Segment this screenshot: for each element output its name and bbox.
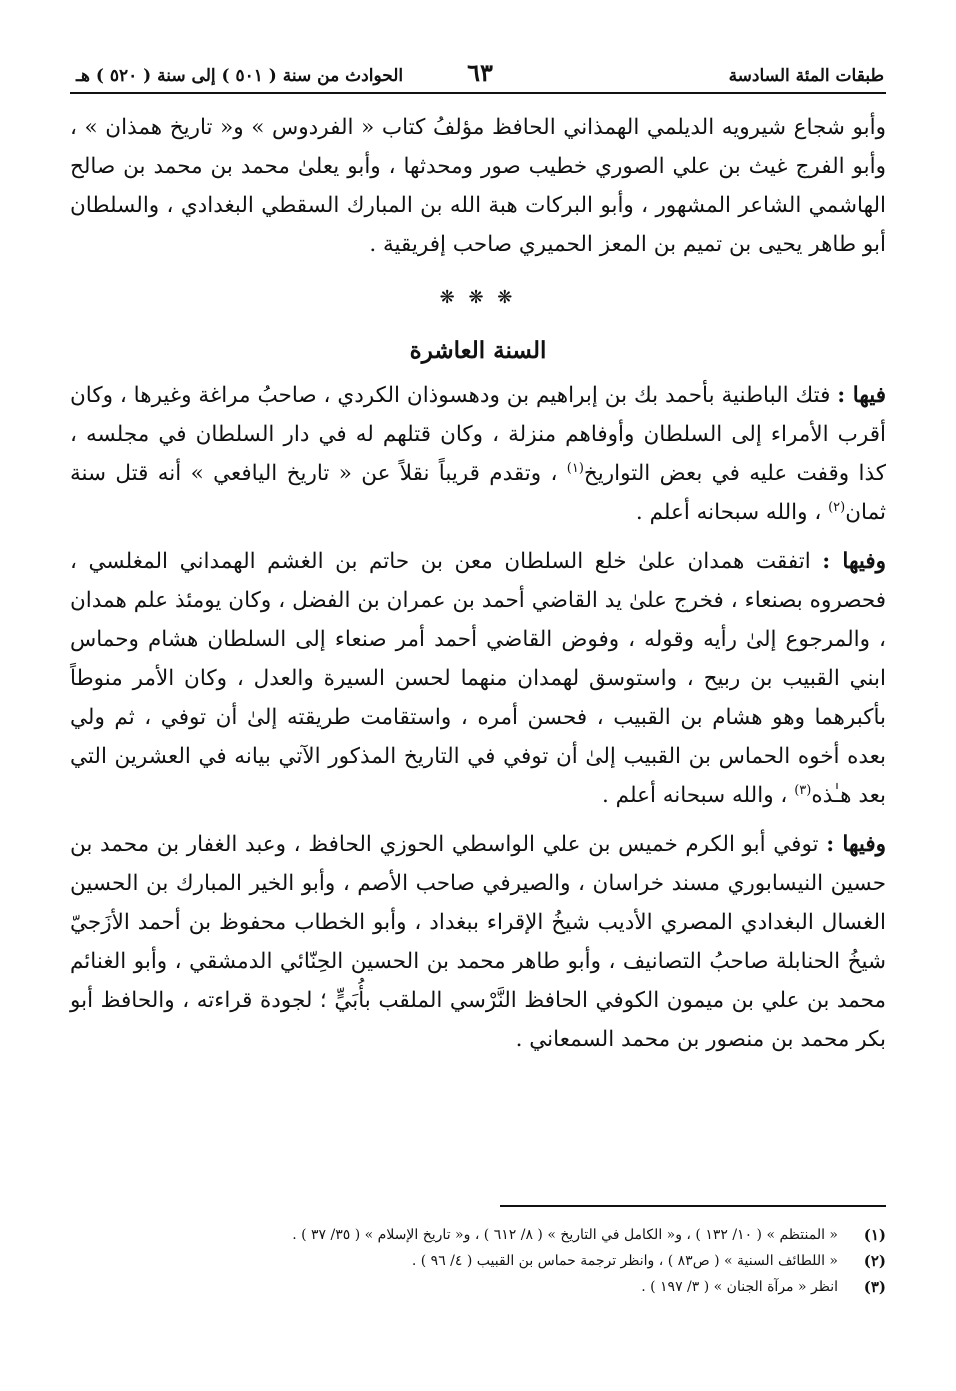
- paragraph-1: [70, 376, 886, 532]
- paragraph-text: فتك الباطنية بأحمد بك بن إبراهيم بن ودهسوذان الكردي ، صاحبُ مراغة وغيرها ، وكان أقرب الأمراء إلى السلطان وأوفاهم منزلة ، وكان قتلهم له في دار السلطان في مجلسه ، كذا وقفت عليه في بعض التواريخ: [70, 383, 886, 486]
- footnote-number: (٣): [863, 1278, 886, 1296]
- footnotes: [70, 1222, 886, 1300]
- footnote-ref-1: (١): [566, 460, 584, 476]
- footnote-text: « المنتظم » ( ١٠/ ١٣٢ ) ، و« الكامل في التاريخ » ( ٨/ ٦١٢ ) ، و« تاريخ الإسلام » ( ٣٥/ ٣٧ ) .: [292, 1227, 838, 1243]
- section-separator: ❋ ❋ ❋: [439, 287, 517, 308]
- footnote-text: انظر « مرآة الجنان » ( ٣/ ١٩٧ ) .: [641, 1279, 838, 1295]
- footnote-text: « اللطائف السنية » ( ص٨٣ ) ، وانظر ترجمة حماس بن القبيب ( ٤/ ٩٦ ) .: [411, 1253, 838, 1269]
- paragraph-text: ، والله سبحانه أعلم .: [602, 783, 795, 808]
- paragraph-lead: وفيها :: [826, 832, 887, 857]
- footnote-number: (١): [863, 1226, 886, 1244]
- footnote-number: (٢): [863, 1252, 886, 1270]
- footnote-ref-3: (٣): [794, 782, 812, 798]
- paragraph-lead: فيها :: [837, 383, 886, 408]
- paragraph-text: اتفقت همدان علىٰ خلع السلطان معن بن حاتم بن الغشم الهمداني المغلسي ، فحصروه بصنعاء ، فخرج علىٰ يد القاضي أحمد بن عمران بن الفضل ، وكان يومئذ علم همدان ، والمرجوع إلىٰ رأيه وقوله ، وفوض القاضي أحمد أمر صنعاء إلى السلطان هشام وحماس ابني القبيب بن ربيح ، واستوسق لهمدان منهما لحسن السيرة والعدل ، وكان الأمر منوطاً بأكبرهما وهو هشام بن القبيب ، فحسن أمره ، واستقامت طريقته إلىٰ أن توفي ، ثم ولي بعده أخوه الحماس بن القبيب إلىٰ أن توفي في التاريخ المذكور الآتي بيانه في العشرين التي بعد هـٰذه: [70, 549, 886, 808]
- footnote-divider: [500, 1205, 886, 1207]
- paragraph-text: ، وتقدم قريباً نقلاً عن « تاريخ اليافعي » أنه قتل سنة ثمان: [70, 461, 886, 525]
- footnote: [70, 1222, 886, 1248]
- header-divider: [70, 92, 886, 94]
- paragraph-2: [70, 542, 886, 815]
- paragraph-lead: وفيها :: [822, 549, 887, 574]
- footnote-ref-2: (٢): [828, 499, 846, 515]
- section-title: السنة العاشرة: [409, 337, 547, 364]
- paragraph-3: [70, 825, 886, 1059]
- paragraph-text: توفي أبو الكرم خميس بن علي الواسطي الحوزي الحافظ ، وعبد الغفار بن محمد بن حسين النيسابوري مسند خراسان ، والصيرفي صاحب الأصم ، وأبو الخير المبارك بن الحسين الغسال البغدادي المصري الأديب شيخُ الإقراء ببغداد ، وأبو الخطاب محفوظ بن أحمد الأزَجيّ شيخُ الحنابلة صاحبُ التصانيف ، وأبو طاهر محمد بن الحسين الحِنّائي الدمشقي ، وأبو الغنائم محمد بن علي بن ميمون الكوفي الحافظ النَّرْسي الملقب بأُبَيٍّ ؛ لجودة قراءته ، والحافظ أبو بكر محمد بن منصور بن محمد السمعاني .: [70, 832, 886, 1052]
- header-book-section: طبقات المئة السادسة: [728, 66, 884, 86]
- page-number: ٦٣: [467, 58, 493, 87]
- footnote: [70, 1274, 886, 1300]
- paragraph-text: ، والله سبحانه أعلم .: [635, 500, 829, 525]
- header-chapter-range: الحوادث من سنة ( ٥٠١ ) إلى سنة ( ٥٢٠ ) هـ: [76, 66, 404, 86]
- main-text: [70, 108, 886, 1069]
- footnote: [70, 1248, 886, 1274]
- intro-paragraph: وأبو شجاع شيرويه الديلمي الهمذاني الحافظ مؤلفُ كتاب « الفردوس » و« تاريخ همذان » ، وأبو الفرج غيث بن علي الصوري خطيب صور ومحدثها ، وأبو يعلىٰ محمد بن محمد بن صالح الهاشمي الشاعر المشهور ، وأبو البركات هبة الله بن المبارك السقطي البغدادي ، والسلطان أبو طاهر يحيى بن تميم بن المعز الحميري صاحب إفريقية .: [70, 115, 886, 257]
- running-header: [76, 58, 884, 92]
